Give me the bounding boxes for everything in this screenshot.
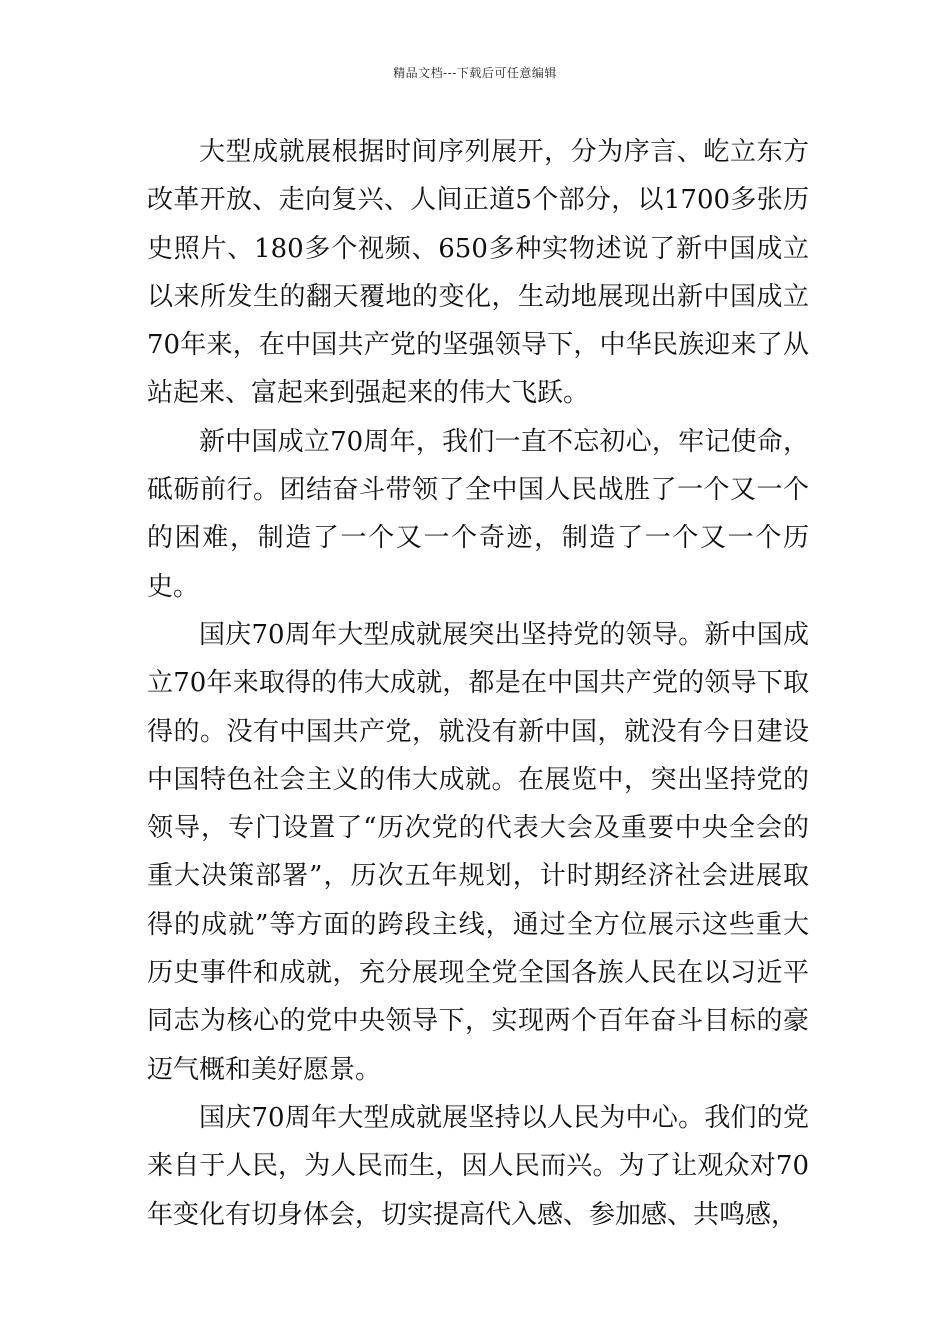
document-body xyxy=(147,128,809,1239)
paragraph: 国庆70周年大型成就展坚持以人民为中心。我们的党来自于人民，为人民而生，因人民而兴。为了让观众对70年变化有切身体会，切实提高代入感、参加感、共鸣感， xyxy=(147,1102,809,1230)
page-header: 精品文档---下载后可任意编辑 xyxy=(393,66,557,80)
paragraph: 大型成就展根据时间序列展开，分为序言、屹立东方改革开放、走向复兴、人间正道5个部分，以1700多张历史照片、180多个视频、650多种实物述说了新中国成立以来所发生的翻天覆地的变化，生动地展现出新中国成立70年来，在中国共产党的坚强领导下，中华民族迎来了从站起来、富起来到强起来的伟大飞跃。 xyxy=(147,137,809,409)
paragraph: 国庆70周年大型成就展突出坚持党的领导。新中国成立70年来取得的伟大成就，都是在中国共产党的领导下取得的。没有中国共产党，就没有新中国，就没有今日建设中国特色社会主义的伟大成就。在展览中，突出坚持党的领导，专门设置了“历次党的代表大会及重要中央全会的重大决策部署”，历次五年规划，计时期经济社会进展取得的成就”等方面的跨段主线，通过全方位展示这些重大历史事件和成就，充分展现全党全国各族人民在以习近平同志为核心的党中央领导下，实现两个百年奋斗目标的豪迈气概和美好愿景。 xyxy=(147,619,809,1085)
paragraph: 新中国成立70周年，我们一直不忘初心，牢记使命，砥砺前行。团结奋斗带领了全中国人民战胜了一个又一个的困难，制造了一个又一个奇迹，制造了一个又一个历史。 xyxy=(147,426,809,602)
